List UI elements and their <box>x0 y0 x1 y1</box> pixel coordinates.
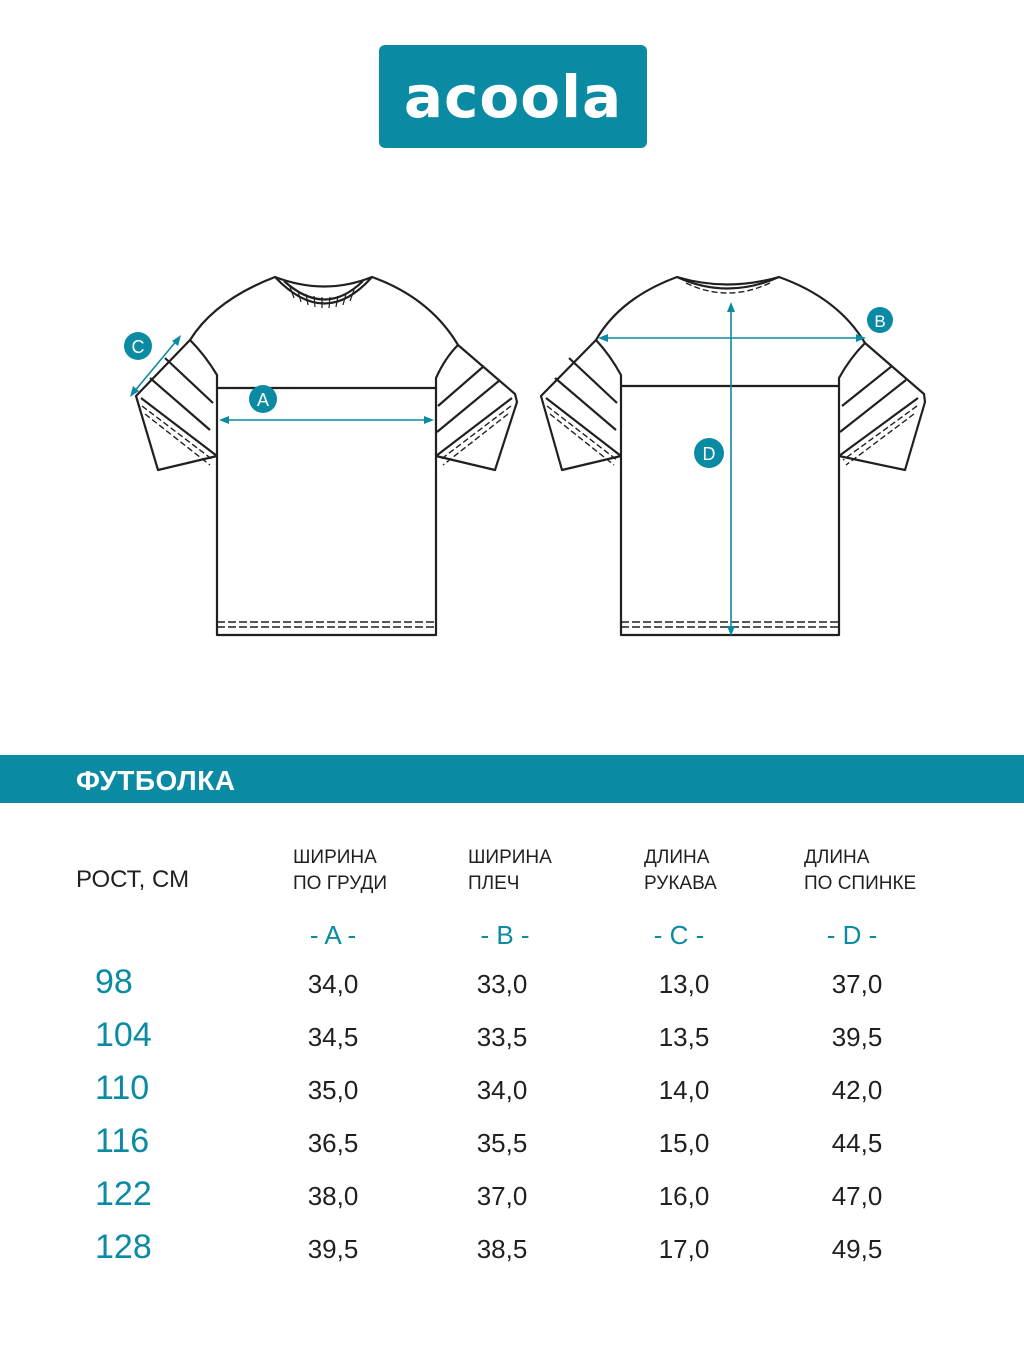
tshirt-front <box>136 277 517 635</box>
row-height: 116 <box>95 1122 150 1160</box>
table-cell: 47,0 <box>831 1181 883 1211</box>
section-title: ФУТБОЛКА <box>76 765 236 796</box>
table-cell: 39,5 <box>307 1234 359 1264</box>
marker-d <box>694 438 724 468</box>
tshirt-diagram <box>0 240 1024 660</box>
header-height: РОСТ, СМ <box>76 866 190 893</box>
header-line: ДЛИНА <box>804 847 870 868</box>
row-height: 98 <box>95 963 133 1001</box>
header-back-length <box>804 845 916 897</box>
table-cell: 14,0 <box>658 1075 710 1105</box>
table-cell: 16,0 <box>658 1181 710 1211</box>
table-cell: 35,5 <box>476 1128 528 1158</box>
svg-text:A: A <box>256 390 270 410</box>
column-letter-b: - B - <box>480 920 530 950</box>
logo-text: acoola <box>403 62 623 131</box>
header-sleeve-length <box>644 845 717 897</box>
header-line: ПО ГРУДИ <box>293 873 387 894</box>
brand-logo <box>379 45 647 148</box>
table-cell: 33,0 <box>476 969 528 999</box>
header-shoulder-width <box>468 845 552 897</box>
table-cell: 39,5 <box>831 1022 883 1052</box>
table-cell: 37,0 <box>831 969 883 999</box>
header-chest-width <box>293 845 387 897</box>
svg-text:B: B <box>874 312 886 331</box>
table-cell: 38,0 <box>307 1181 359 1211</box>
table-cell: 38,5 <box>476 1234 528 1264</box>
table-cell: 49,5 <box>831 1234 883 1264</box>
column-letter-a: - A - <box>309 920 357 950</box>
table-cell: 34,0 <box>307 969 359 999</box>
row-height: 122 <box>95 1175 152 1213</box>
header-line: ДЛИНА <box>644 847 710 868</box>
table-cell: 33,5 <box>476 1022 528 1052</box>
row-height: 128 <box>95 1228 152 1266</box>
header-line: ШИРИНА <box>468 847 552 868</box>
column-letter-d: - D - <box>826 920 878 950</box>
marker-c <box>124 332 152 360</box>
row-height: 110 <box>95 1069 150 1107</box>
svg-text:C: C <box>131 337 145 357</box>
table-cell: 13,5 <box>658 1022 710 1052</box>
header-line: ШИРИНА <box>293 847 377 868</box>
table-cell: 42,0 <box>831 1075 883 1105</box>
marker-a <box>249 385 277 413</box>
section-banner <box>0 755 1024 803</box>
tshirt-back <box>541 277 925 635</box>
table-cell: 34,0 <box>476 1075 528 1105</box>
table-cell: 17,0 <box>658 1234 710 1264</box>
table-cell: 44,5 <box>831 1128 883 1158</box>
marker-b <box>867 307 893 333</box>
table-cell: 15,0 <box>658 1128 710 1158</box>
table-cell: 36,5 <box>307 1128 359 1158</box>
svg-text:D: D <box>702 444 716 464</box>
header-line: ПО СПИНКЕ <box>804 873 917 894</box>
table-cell: 35,0 <box>307 1075 359 1105</box>
column-letter-c: - C - <box>653 920 705 950</box>
table-cell: 13,0 <box>658 969 710 999</box>
header-line: ПЛЕЧ <box>468 873 520 894</box>
table-cell: 37,0 <box>476 1181 528 1211</box>
table-cell: 34,5 <box>307 1022 359 1052</box>
row-height: 104 <box>95 1016 152 1054</box>
header-line: РУКАВА <box>644 873 717 894</box>
